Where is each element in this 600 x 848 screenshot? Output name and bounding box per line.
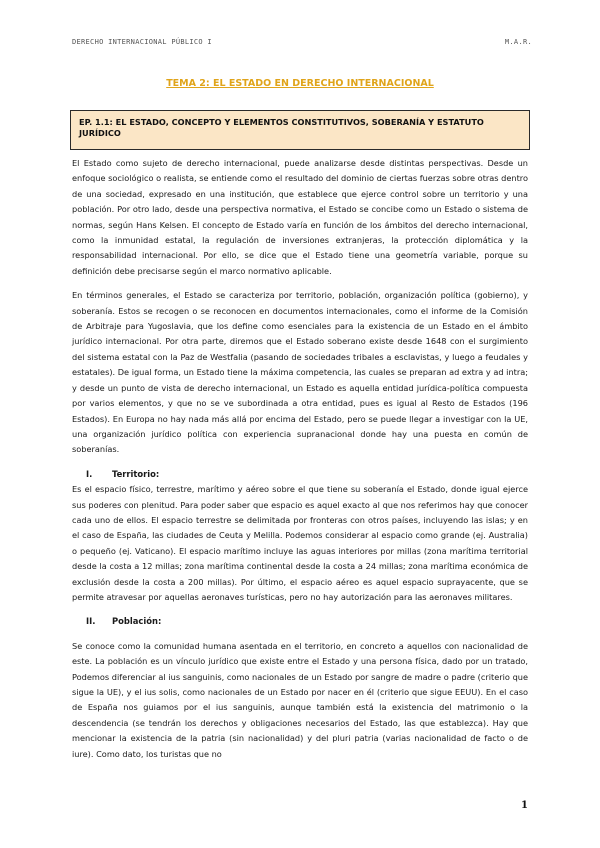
section-heading-box	[70, 110, 530, 150]
heading-number: I.	[86, 468, 93, 479]
page-number: 1	[521, 800, 528, 811]
section-heading-text: EP. 1.1: EL ESTADO, CONCEPTO Y ELEMENTOS CONSTITUTIVOS, SOBERANÍA Y ESTATUTO JURÍDICO	[79, 117, 484, 138]
paragraph-poblacion: Se conoce como la comunidad humana asentada en el territorio, en concreto a aquellos con nacionalidad de este. La población es un vínculo jurídico que existe entre el Estado y una persona física, dado por un tratado, Podemos diferenciar al ius sanguinis, como nacionales de un Estado por sangre de madre o padre (criterio que sigue la UE), y el ius solis, como nacionales de un Estado por nacer en él (criterio que sigue EEUU). En el caso de España nos guiamos por el ius sanguinis, aunque también está la existencia del matrimonio o la descendencia (se tendrán los derechos y obligaciones necesarios del Estado, las que establezca). Hay que mencionar la existencia de la patria (sin nacionalidad) y del pluri patria (varias nacionalidad de facto o de iure). Como dato, los turistas que no	[72, 640, 528, 759]
heading-territorio	[72, 467, 528, 482]
heading-number: II.	[86, 616, 96, 627]
document-body	[72, 156, 528, 771]
heading-poblacion	[72, 614, 528, 629]
paragraph-intro: El Estado como sujeto de derecho internacional, puede analizarse desde distintas perspectivas. Desde un enfoque sociológico o realista, se entiende como el resultado del dominio de ciertas fuerzas sobre otras dentro de una sociedad, expresado en una institución, que establece que ejerce control sobre un territorio y una población. Por otro lado, desde una perspectiva normativa, el Estado se concibe como un Estado o sistema de normas, según Hans Kelsen. El concepto de Estado varía en función de los ámbitos del derecho internacional, como la inmunidad estatal, la regulación de inversiones extranjeras, la protección diplomática y la responsabilidad internacional. Por ello, se dice que el Estado tiene una geometría variable, porque su definición debe precisarse según el marco normativo aplicable.	[72, 158, 528, 276]
heading-label: Territorio:	[112, 468, 160, 479]
heading-label: Población:	[112, 616, 162, 627]
paragraph-elements: En términos generales, el Estado se caracteriza por territorio, población, organización política (gobierno), y soberanía. Estos se recogen o se reconocen en documentos internacionales, como el informe de la Comisión de Arbitraje para Yugoslavia, que los define como esenciales para la existencia de un Estado en el ámbito jurídico internacional. Por otra parte, diremos que el Estado soberano existe desde 1648 con el surgimiento del sistema estatal con la Paz de Westfalia (pasando de sociedades tribales a esclavistas, y luego a feudales y estatales). De igual forma, un Estado tiene la máxima competencia, las cuales se preparan ad extra y ad intra; y desde un punto de vista de derecho internacional, un Estado es aquella entidad jurídica-política compuesta por varios elementos, y que no se ve subordinada a otra entidad, pues es igual al Resto de Estados (196 Estados). En Europa no hay nada más allá por encima del Estado, pero se puede llegar a investigar con la UE, una organización jurídico política con experiencia supranacional donde hay una puesta en común de soberanías.	[72, 290, 528, 455]
header-author-initials: M.A.R.	[504, 38, 532, 46]
paragraph-territorio: Es el espacio físico, terrestre, marítimo y aéreo sobre el que tiene su soberanía el Estado, donde igual ejerce sus poderes con plenitud. Para poder saber que espacio es aquel exacto al que nos referimos hay que conocer cada uno de ellos. El espacio terrestre se delimitada por fronteras con otros países, incluyendo las islas; y en el caso de España, las ciudades de Ceuta y Melilla. Podemos considerar al espacio como grande (ej. Australia) o pequeño (ej. Vaticano). El espacio marítimo incluye las aguas interiores por millas (zona marítima territorial desde la costa a 12 millas; zona marítima continental desde la costa a 24 millas; zona marítima económica de exclusión desde la costa a 200 millas). Por último, el espacio aéreo es aquel espacio suprayacente, que se permite atravesar por aquellas aeronaves turísticas, pero no hay autorización para las aeronaves militares.	[72, 484, 528, 602]
page-title: TEMA 2: EL ESTADO EN DERECHO INTERNACIONAL	[166, 78, 434, 89]
header-course-title: DERECHO INTERNACIONAL PÚBLICO I	[72, 38, 212, 46]
